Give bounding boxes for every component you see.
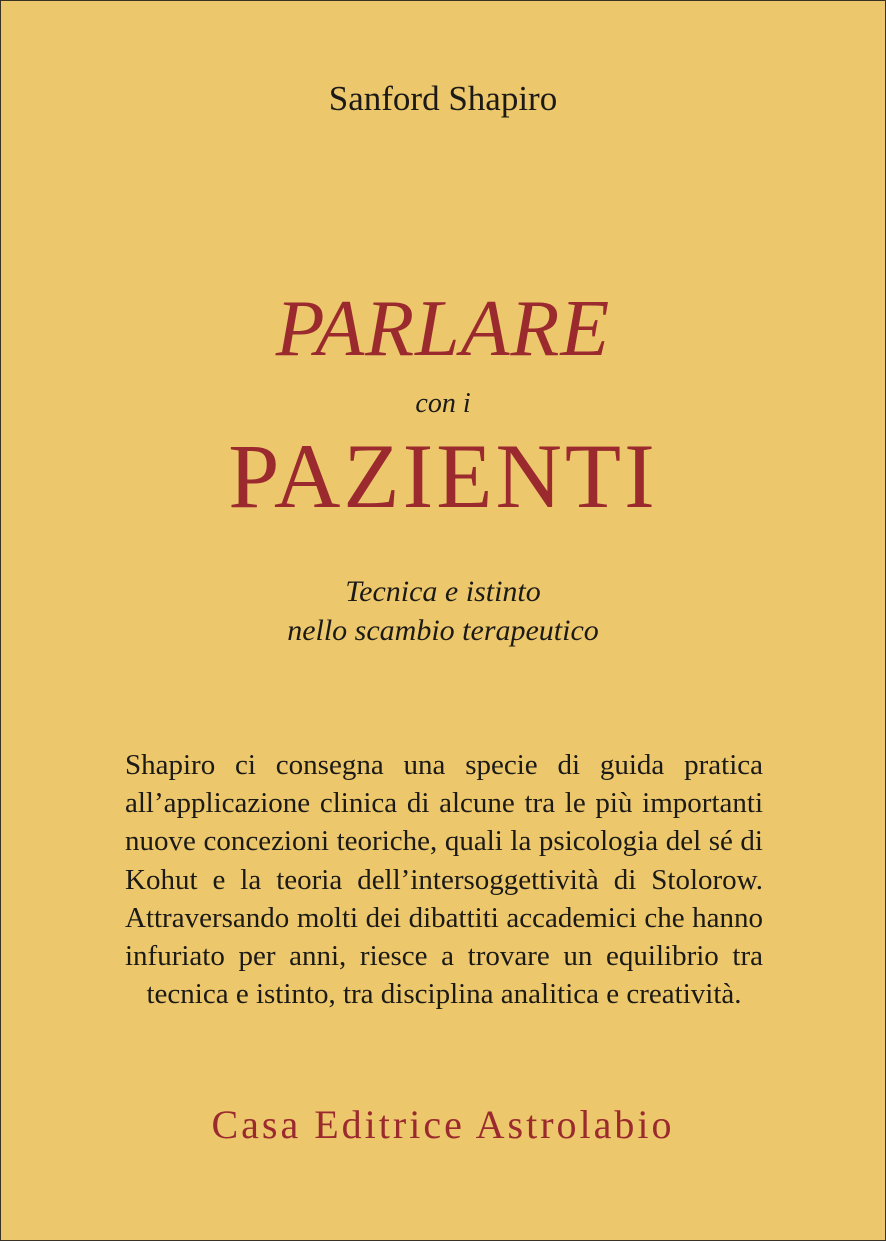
subtitle-line-2: nello scambio terapeutico bbox=[287, 614, 599, 647]
subtitle-line-1: Tecnica e istinto bbox=[345, 575, 541, 608]
blurb-text: Shapiro ci consegna una specie di guida pratica all’applicazione clinica di alcune tra le più importanti nuove concezioni teoriche, quali la psicologia del sé di Kohut e la teoria dell’intersoggettività di Stolorow. Attraversando molti dei dibattiti accademici che hanno infuriato per anni, riesce a trovare un equilibrio tra tecnica e istinto, tra disciplina analitica e creatività. bbox=[125, 749, 763, 1011]
author-name: Sanford Shapiro bbox=[328, 79, 558, 118]
title-line-1: PARLARE bbox=[275, 285, 611, 373]
title-connector: con i bbox=[415, 388, 471, 419]
publisher-name: Casa Editrice Astrolabio bbox=[211, 1102, 675, 1147]
title-line-2: PAZIENTI bbox=[228, 425, 658, 527]
